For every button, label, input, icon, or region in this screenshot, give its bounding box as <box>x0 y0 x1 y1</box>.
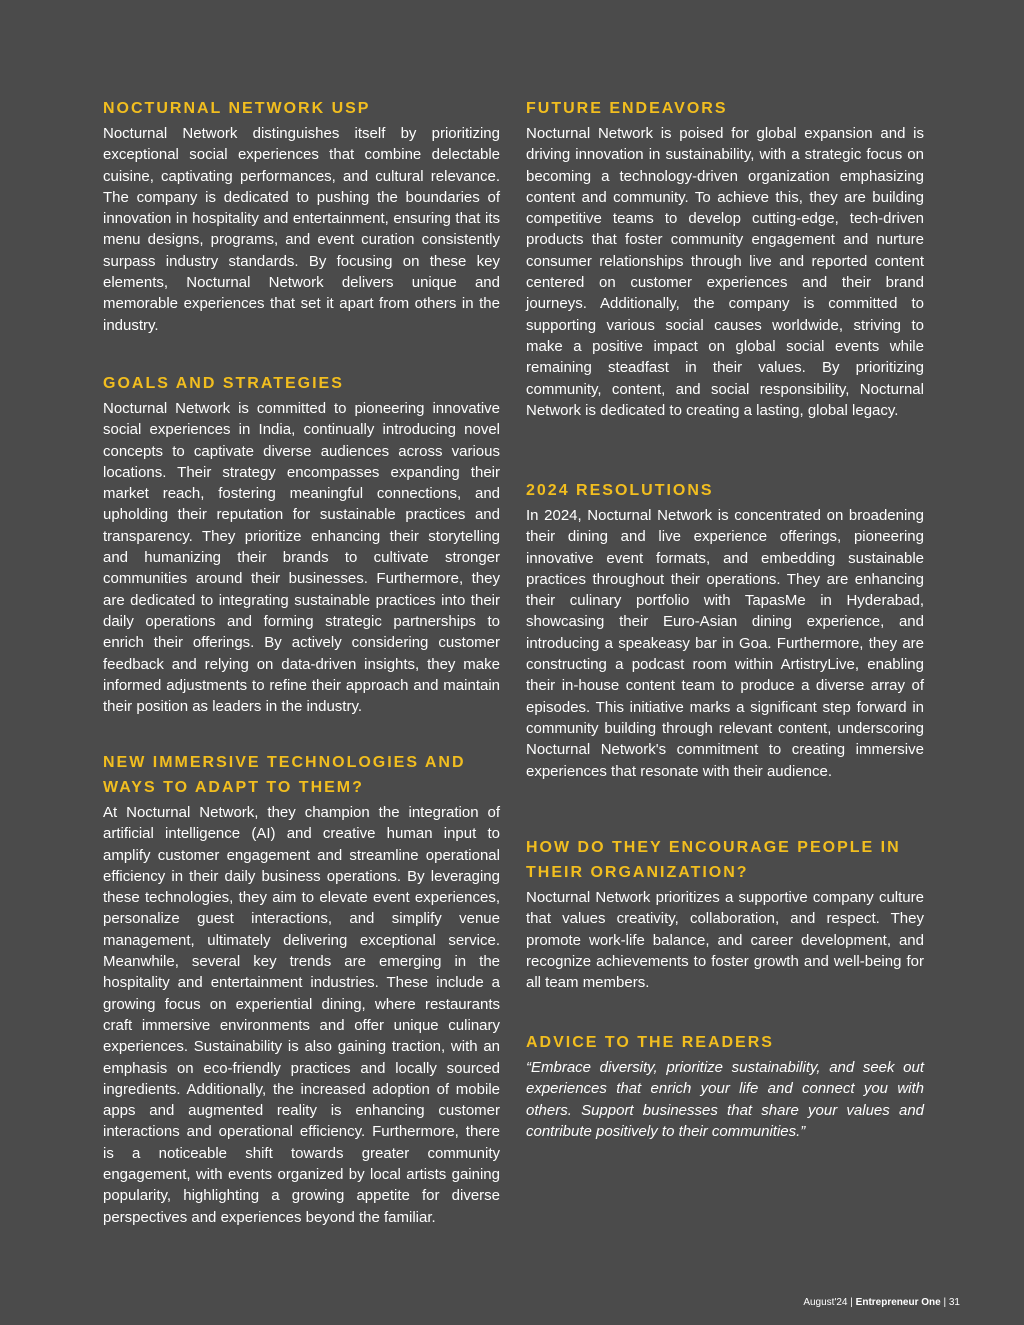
footer-separator: | <box>850 1297 853 1308</box>
future-body: Nocturnal Network is poised for global expansion and is driving innovation in sustainability, with a strategic focus on becoming a technology-driven organization emphasizing content and community. To achieve this, they are building competitive teams to develop cutting-edge, tech-driven products that foster community engagement and nurture consumer relationships through live and reported content centered on customer experiences and their brand journeys. Additionally, the company is committed to supporting various social causes worldwide, striving to make a positive impact on global social events while remaining steadfast in their values. By prioritizing community, content, and social responsibility, Nocturnal Network is dedicated to creating a lasting, global legacy. <box>526 125 924 419</box>
goals-section <box>103 371 500 717</box>
goals-body: Nocturnal Network is committed to pioneering innovative social experiences in India, continually introducing novel concepts to captivate diverse audiences across various locations. Their strategy encompasses expanding their market reach, fostering meaningful connections, and upholding their reputation for sustainable practices and transparency. They prioritize enhancing their storytelling and humanizing their brands to cultivate stronger communities around their businesses. Furthermore, they are dedicated to integrating sustainable practices into their daily operations and forming strategic partnerships to enrich their offerings. By actively considering customer feedback and relying on data-driven insights, they make informed adjustments to refine their approach and maintain their position as leaders in the industry. <box>103 400 500 716</box>
encourage-heading: HOW DO THEY ENCOURAGE PEOPLE IN THEIR ORGANIZATION? <box>526 839 901 881</box>
issue-date: August'24 <box>803 1297 848 1308</box>
resolutions-heading: 2024 RESOLUTIONS <box>526 482 714 499</box>
footer-separator-2: | <box>943 1297 947 1308</box>
tech-heading: NEW IMMERSIVE TECHNOLOGIES AND WAYS TO ADAPT TO THEM? <box>103 754 466 796</box>
resolutions-body: In 2024, Nocturnal Network is concentrated on broadening their dining and live experience offerings, pioneering innovative event formats, and embedding sustainable practices throughout their operations. They are enhancing their culinary portfolio with TapasMe in Hyderabad, showcasing their Euro-Asian dining experience, and introducing a speakeasy bar in Goa. Furthermore, they are constructing a podcast room within ArtistryLive, enabling their in-house content team to produce a diverse array of episodes. This initiative marks a significant step forward in community building through relevant content, underscoring Nocturnal Network's commitment to creating immersive experiences that resonate with their audience. <box>526 507 924 780</box>
tech-section <box>103 750 500 1228</box>
goals-heading: GOALS AND STRATEGIES <box>103 375 344 392</box>
magazine-name: Entrepreneur One <box>855 1297 941 1308</box>
page-number: 31 <box>948 1297 960 1308</box>
encourage-section <box>526 835 924 993</box>
usp-section <box>103 96 500 336</box>
advice-quote: “Embrace diversity, prioritize sustainability, and seek out experiences that enrich your life and connect you with others. Support businesses that share your values and contribute positively to their communities.” <box>526 1059 924 1140</box>
advice-section <box>526 1030 924 1142</box>
future-heading: FUTURE ENDEAVORS <box>526 100 728 117</box>
page-footer <box>803 1297 960 1308</box>
advice-heading: ADVICE TO THE READERS <box>526 1034 774 1051</box>
encourage-body: Nocturnal Network prioritizes a supportive company culture that values creativity, collaboration, and respect. They promote work-life balance, and career development, and recognize achievements to foster growth and well-being for all team members. <box>526 889 924 992</box>
tech-body: At Nocturnal Network, they champion the integration of artificial intelligence (AI) and creative human input to amplify customer engagement and streamline operational efficiency in their daily business operations. By leveraging these technologies, they aim to elevate event experiences, personalize guest interactions, and simplify venue management, ultimately delivering exceptional service. Meanwhile, several key trends are emerging in the hospitality and entertainment industries. These include a growing focus on experiential dining, where restaurants craft immersive environments and offer unique culinary experiences. Sustainability is also gaining traction, with an emphasis on eco-friendly practices and locally sourced ingredients. Additionally, the increased adoption of mobile apps and augmented reality is enhancing customer interactions and operational efficiency. Furthermore, there is a noticeable shift towards greater community engagement, with events organized by local artists gaining popularity, highlighting a growing appetite for diverse perspectives and experiences beyond the familiar. <box>103 804 500 1226</box>
usp-body: Nocturnal Network distinguishes itself by prioritizing exceptional social experiences that combine delectable cuisine, captivating performances, and cultural relevance. The company is dedicated to pushing the boundaries of innovation in hospitality and entertainment, ensuring that its menu designs, programs, and event curation consistently surpass industry standards. By focusing on these key elements, Nocturnal Network delivers unique and memorable experiences that set it apart from others in the industry. <box>103 125 500 334</box>
future-section <box>526 96 924 421</box>
usp-heading: NOCTURNAL NETWORK USP <box>103 100 371 117</box>
resolutions-section <box>526 478 924 782</box>
